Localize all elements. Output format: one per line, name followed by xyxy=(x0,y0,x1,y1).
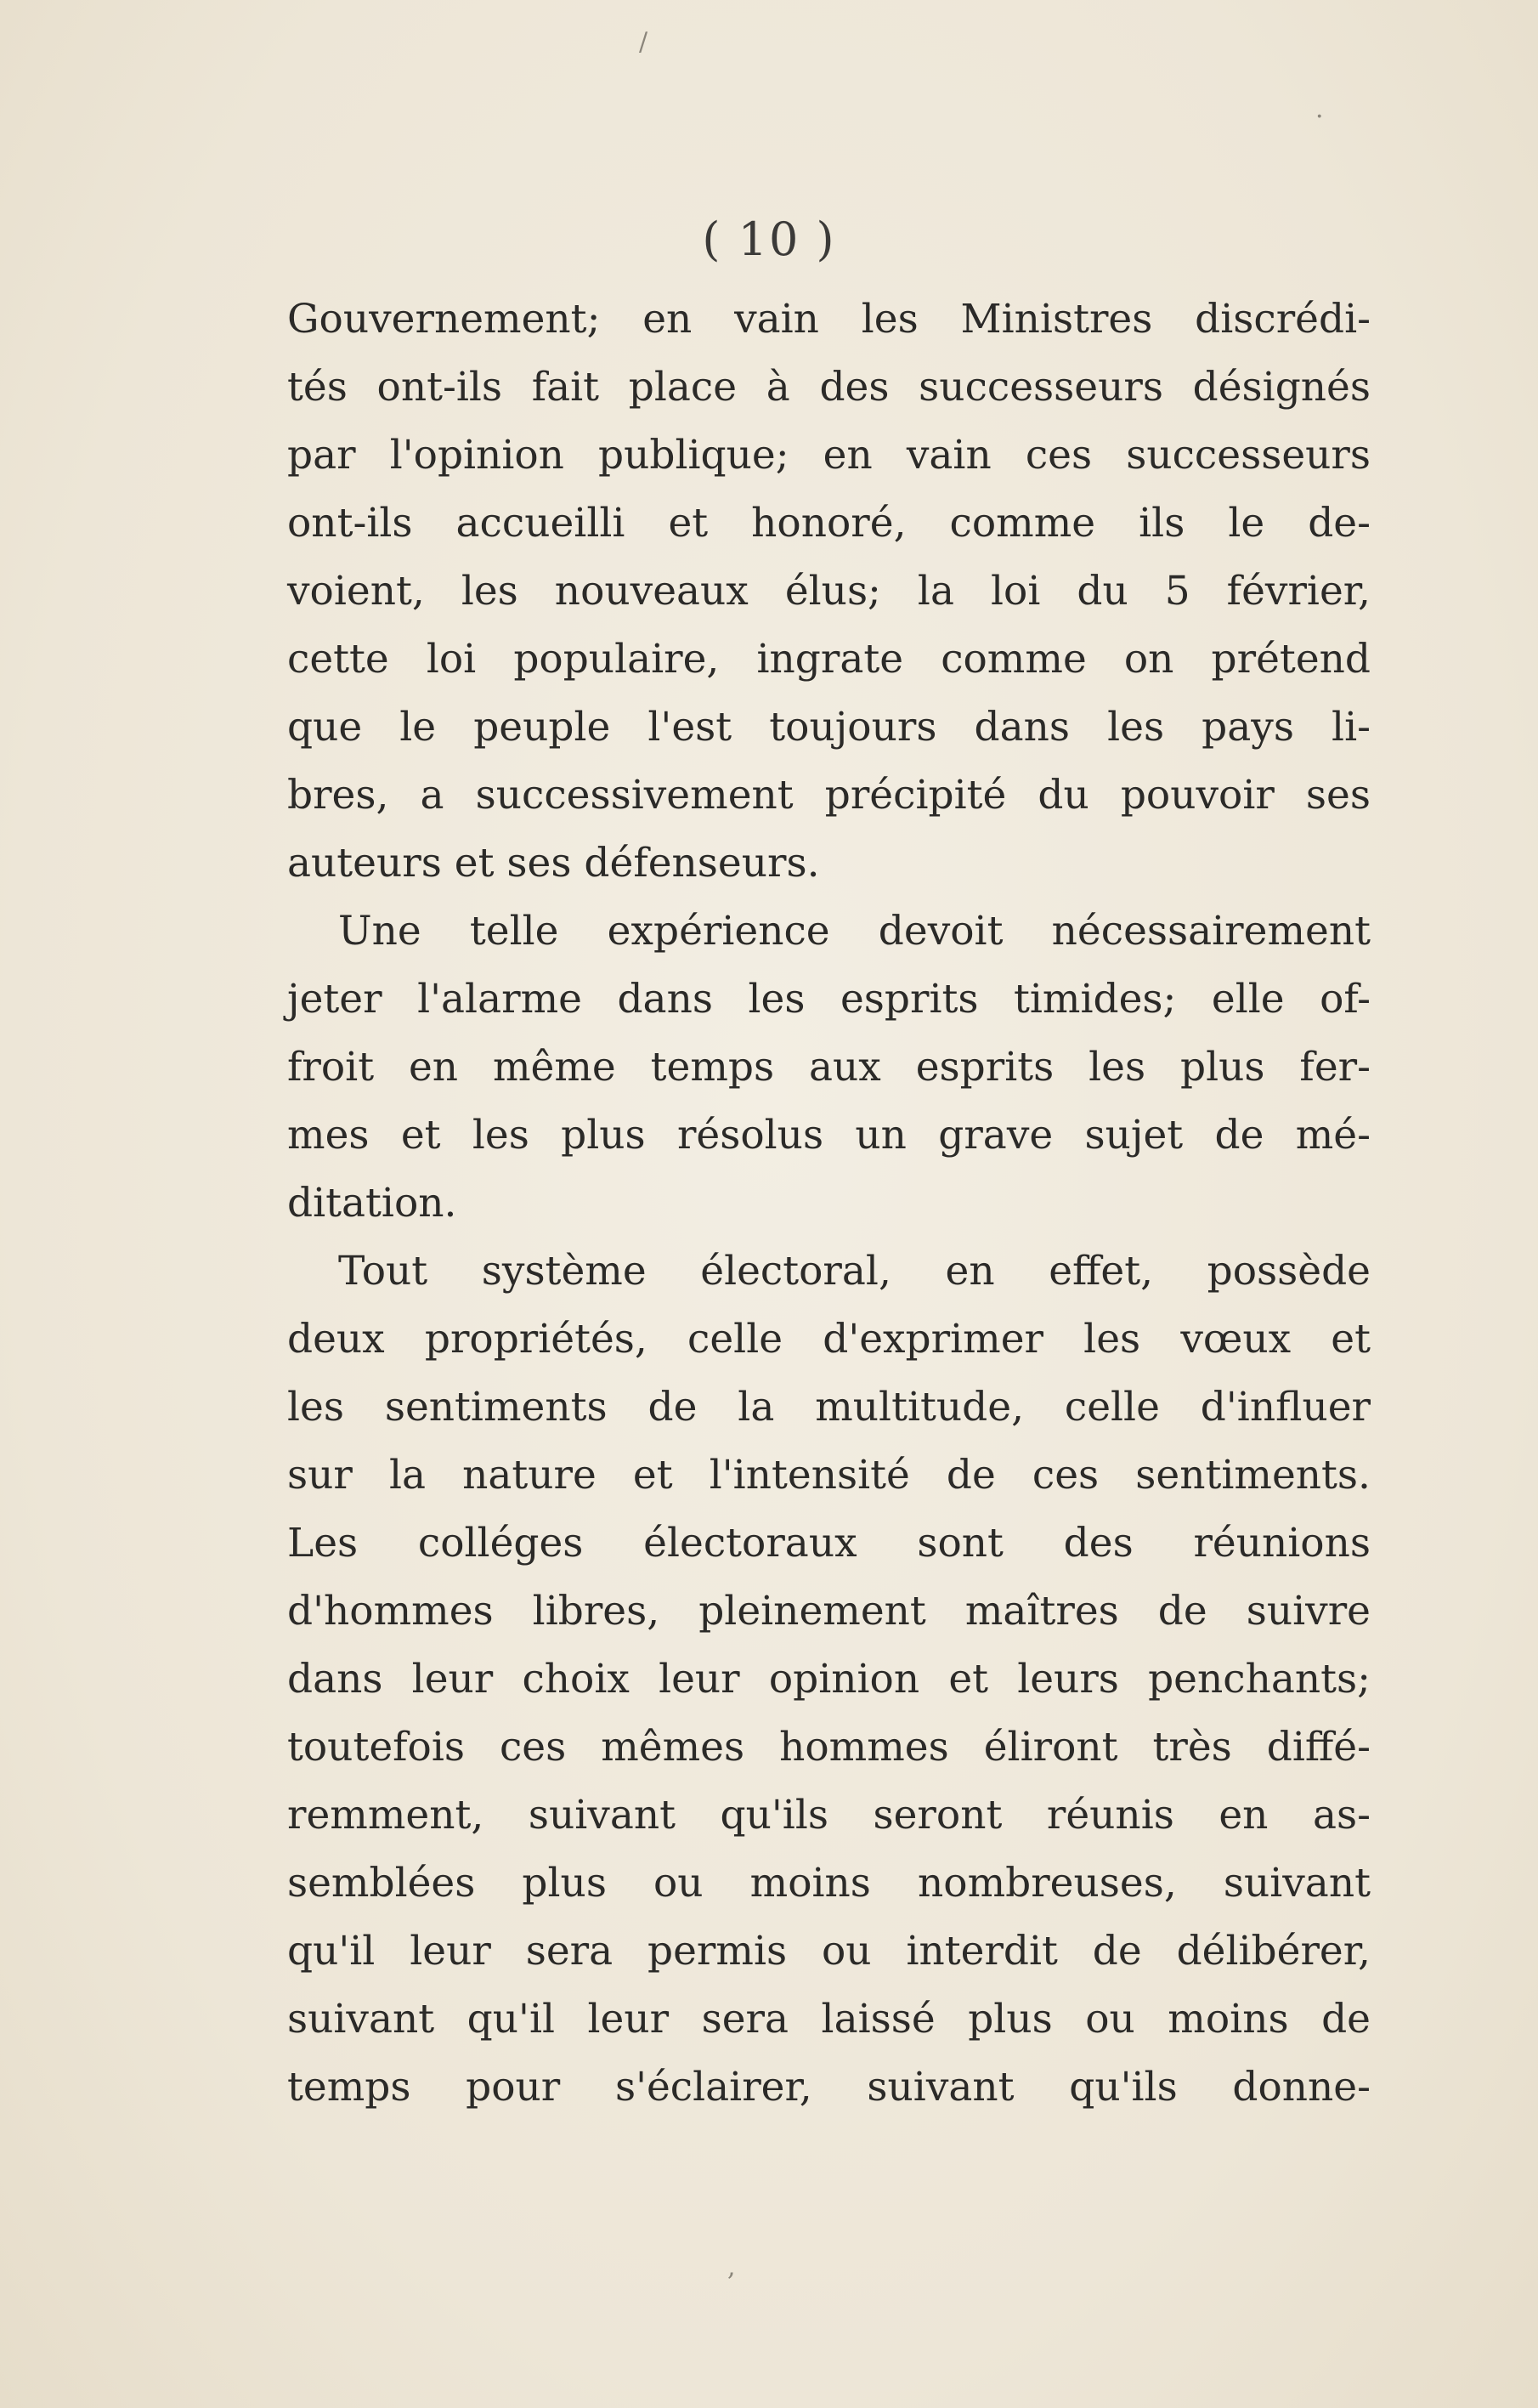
text-line: par l'opinion publique; en vain ces successeurs xyxy=(287,432,1371,479)
text-line: mes et les plus résolus un grave sujet de mé- xyxy=(287,1112,1371,1159)
text-line: cette loi populaire, ingrate comme on prétend xyxy=(287,636,1371,683)
text-line: voient, les nouveaux élus; la loi du 5 février, xyxy=(287,568,1371,615)
text-line: Gouvernement; en vain les Ministres discrédi- xyxy=(287,296,1371,343)
page-number: ( 10 ) xyxy=(702,212,836,266)
body-text xyxy=(287,286,1371,2122)
text-line: d'hommes libres, pleinement maîtres de suivre xyxy=(287,1588,1371,1635)
margin-mark: / xyxy=(639,27,648,57)
text-line: jeter l'alarme dans les esprits timides; elle of- xyxy=(287,976,1371,1023)
text-line: les sentiments de la multitude, celle d'influer xyxy=(287,1384,1371,1431)
text-line: tés ont-ils fait place à des successeurs désignés xyxy=(287,364,1371,411)
text-line: froit en même temps aux esprits les plus fer- xyxy=(287,1044,1371,1091)
margin-mark: · xyxy=(1315,102,1324,132)
text-line: toutefois ces mêmes hommes éliront très diffé- xyxy=(287,1724,1371,1771)
text-line: Tout système électoral, en effet, possède xyxy=(338,1248,1371,1295)
margin-mark: , xyxy=(727,2252,736,2282)
text-line: sur la nature et l'intensité de ces sentiments. xyxy=(287,1452,1371,1499)
text-line: deux propriétés, celle d'exprimer les vœux et xyxy=(287,1316,1371,1363)
text-line: Une telle expérience devoit nécessairement xyxy=(338,908,1371,955)
text-line: bres, a successivement précipité du pouvoir ses xyxy=(287,772,1371,819)
text-line: qu'il leur sera permis ou interdit de délibérer, xyxy=(287,1928,1371,1975)
text-line: que le peuple l'est toujours dans les pays li- xyxy=(287,704,1371,751)
text-line: semblées plus ou moins nombreuses, suivant xyxy=(287,1860,1371,1907)
text-line: ont-ils accueilli et honoré, comme ils le de- xyxy=(287,500,1371,547)
text-line: ditation. xyxy=(287,1180,457,1227)
text-line: dans leur choix leur opinion et leurs penchants; xyxy=(287,1656,1371,1703)
text-line: suivant qu'il leur sera laissé plus ou moins de xyxy=(287,1996,1371,2043)
text-line: Les colléges électoraux sont des réunions xyxy=(287,1520,1371,1567)
text-line: temps pour s'éclairer, suivant qu'ils donne- xyxy=(287,2064,1371,2111)
text-line: auteurs et ses défenseurs. xyxy=(287,840,820,887)
text-line: remment, suivant qu'ils seront réunis en as- xyxy=(287,1792,1371,1839)
